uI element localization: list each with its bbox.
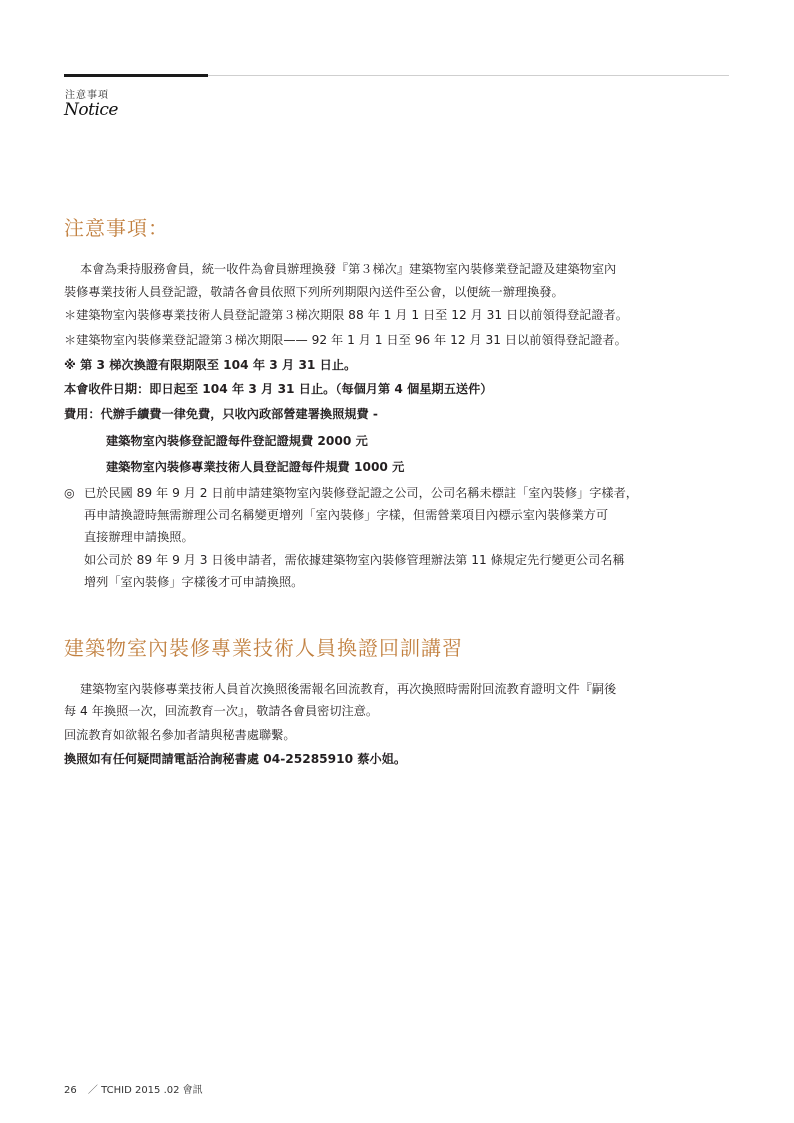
intro-line-2: 裝修專業技術人員登記證，敬請各會員依照下列所列期限內送件至公會，以便統一辦理換發。 xyxy=(64,285,564,299)
company-note-line-2: 再申請換證時無需辦理公司名稱變更增列「室內裝修」字樣，但需營業項目內標示室內裝修業方可 xyxy=(84,508,609,522)
note-collection-date: 本會收件日期：即日起至 104 年 3 月 31 日止。（每個月第 4 個星期五送件） xyxy=(64,382,493,396)
publication-name: ／ TCHID 2015 .02 會訊 xyxy=(87,1085,203,1096)
page-footer xyxy=(64,1081,203,1096)
header-rule-accent xyxy=(64,74,208,77)
note-deadline: ※ 第 3 梯次換證有限期限至 104 年 3 月 31 日止。 xyxy=(64,358,357,372)
page-number: 26 xyxy=(64,1085,77,1096)
header-label-cn: 注意事項 xyxy=(65,90,109,101)
intro-line-1: 本會為秉持服務會員，統一收件為會員辦理換發『第３梯次』建築物室內裝修業登記證及建築物室內 xyxy=(80,262,617,276)
section-title-notice: 注意事項： xyxy=(64,216,169,240)
item-tech-staff-cert: ＊建築物室內裝修專業技術人員登記證第３梯次期限 88 年 1 月 1 日至 12 月 31 日以前領得登記證者。 xyxy=(64,308,628,322)
fee-business-cert: 建築物室內裝修登記證每件登記證規費 2000 元 xyxy=(106,434,368,448)
section-title-retraining: 建築物室內裝修專業技術人員換證回訓講習 xyxy=(64,636,463,660)
retraining-line-1: 建築物室內裝修專業技術人員首次換照後需報名回流教育，再次換照時需附回流教育證明文件『嗣後 xyxy=(80,682,617,696)
bullet-mark: ◎ xyxy=(64,486,75,500)
company-note-line-3: 直接辦理申請換照。 xyxy=(84,530,194,544)
inquiry-phone: 換照如有任何疑問請電話洽詢秘書處 04-25285910 蔡小姐。 xyxy=(64,752,407,766)
fee-tech-staff-cert: 建築物室內裝修專業技術人員登記證每件規費 1000 元 xyxy=(106,460,405,474)
company-later-line-1: 如公司於 89 年 9 月 3 日後申請者，需依據建築物室內裝修管理辦法第 11 條規定先行變更公司名稱 xyxy=(84,553,625,567)
fee-heading: 費用：代辦手續費一律免費，只收內政部營建署換照規費 - xyxy=(64,407,378,421)
retraining-line-2: 每 4 年換照一次，回流教育一次』，敬請各會員密切注意。 xyxy=(64,704,379,718)
company-later-line-2: 增列「室內裝修」字樣後才可申請換照。 xyxy=(84,575,304,589)
retraining-contact: 回流教育如欲報名參加者請與秘書處聯繫。 xyxy=(64,728,296,742)
header-label-en: Notice xyxy=(64,100,118,120)
company-note-line-1: 已於民國 89 年 9 月 2 日前申請建築物室內裝修登記證之公司，公司名稱未標註「室內裝修」字樣者， xyxy=(84,486,638,500)
item-business-cert: ＊建築物室內裝修業登記證第３梯次期限—— 92 年 1 月 1 日至 96 年 12 月 31 日以前領得登記證者。 xyxy=(64,333,627,347)
